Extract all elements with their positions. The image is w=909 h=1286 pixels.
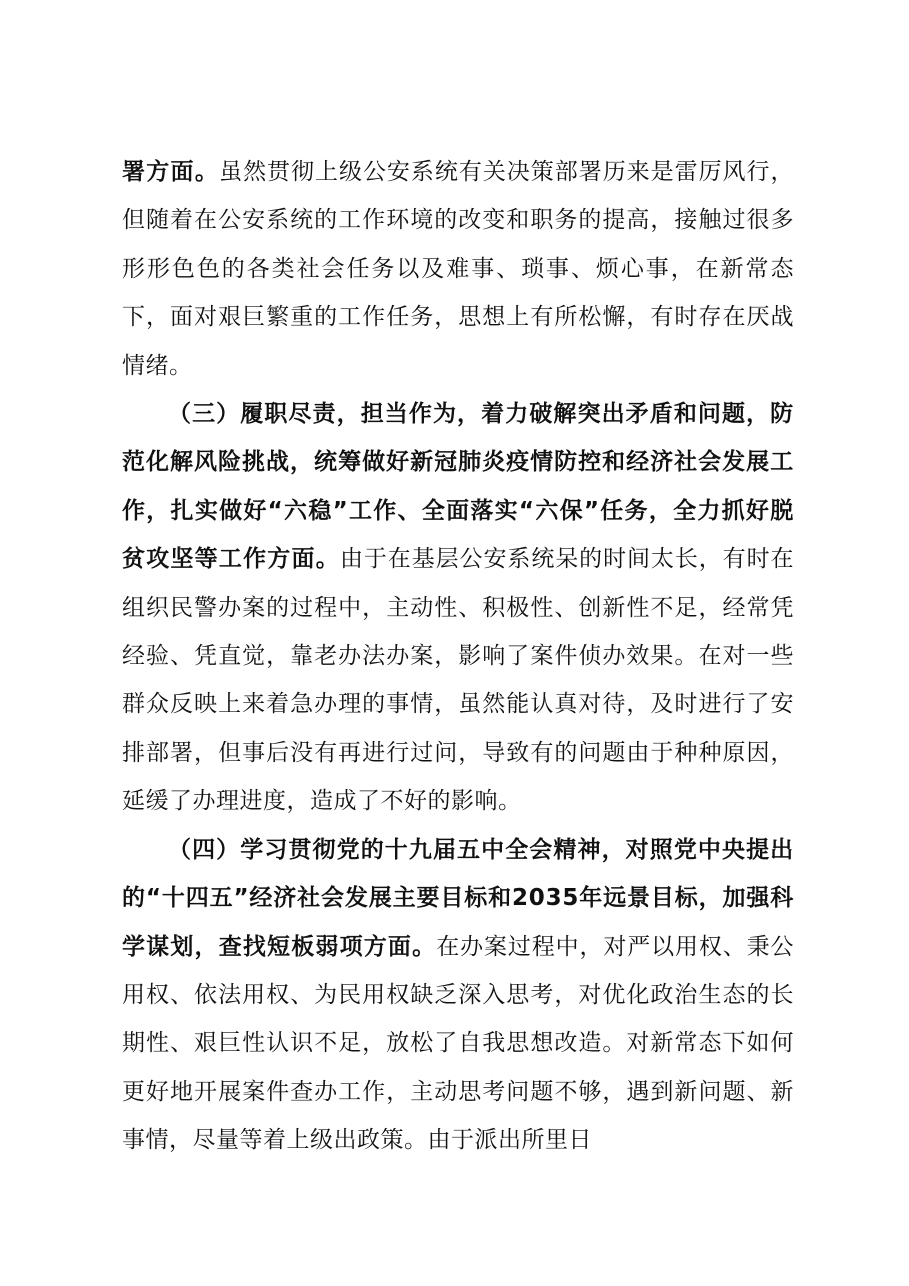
section-heading-4: （四）学习贯彻党的十九届五中全会精神，对照党中央提出的“十四五”经济社会发展主要目标和2035年远景目标，加强科学谋划，查找短板弱项方面。 [122,836,794,960]
paragraph-section-3 [122,390,794,826]
paragraph-continued [122,148,794,390]
paragraph-text: 虽然贯彻上级公安系统有关决策部署历来是雷厉风行，但随着在公安系统的工作环境的改变和职务的提高，接触过很多形形色色的各类社会任务以及难事、琐事、烦心事，在新常态下，面对艰巨繁重的工作任务，思想上有所松懈，有时存在厌战情绪。 [122,159,795,379]
paragraph-text: 由于在基层公安系统呆的时间太长，有时在组织民警办案的过程中，主动性、积极性、创新性不足，经常凭经验、凭直觉，靠老办法办案，影响了案件侦办效果。在对一些群众反映上来着急办理的事情，虽然能认真对待，及时进行了安排部署，但事后没有再进行过问，导致有的问题由于种种原因，延缓了办理进度，造成了不好的影响。 [122,546,795,815]
paragraph-text: 在办案过程中，对严以用权、秉公用权、依法用权、为民用权缺乏深入思考，对优化政治生态的长期性、艰巨性认识不足，放松了自我思想改造。对新常态下如何更好地开展案件查办工作，主动思考问题不够，遇到新问题、新事情，尽量等着上级出政策。由于派出所里日 [122,933,794,1154]
bold-heading-fragment: 署方面。 [122,159,220,185]
document-body [122,148,794,1165]
section-heading-3: （三）履职尽责，担当作为，着力破解突出矛盾和问题，防范化解风险挑战，统筹做好新冠肺炎疫情防控和经济社会发展工作，扎实做好“六稳”工作、全面落实“六保”任务，全力抓好脱贫攻坚等工作方面。 [122,401,794,573]
paragraph-section-4 [122,826,794,1165]
